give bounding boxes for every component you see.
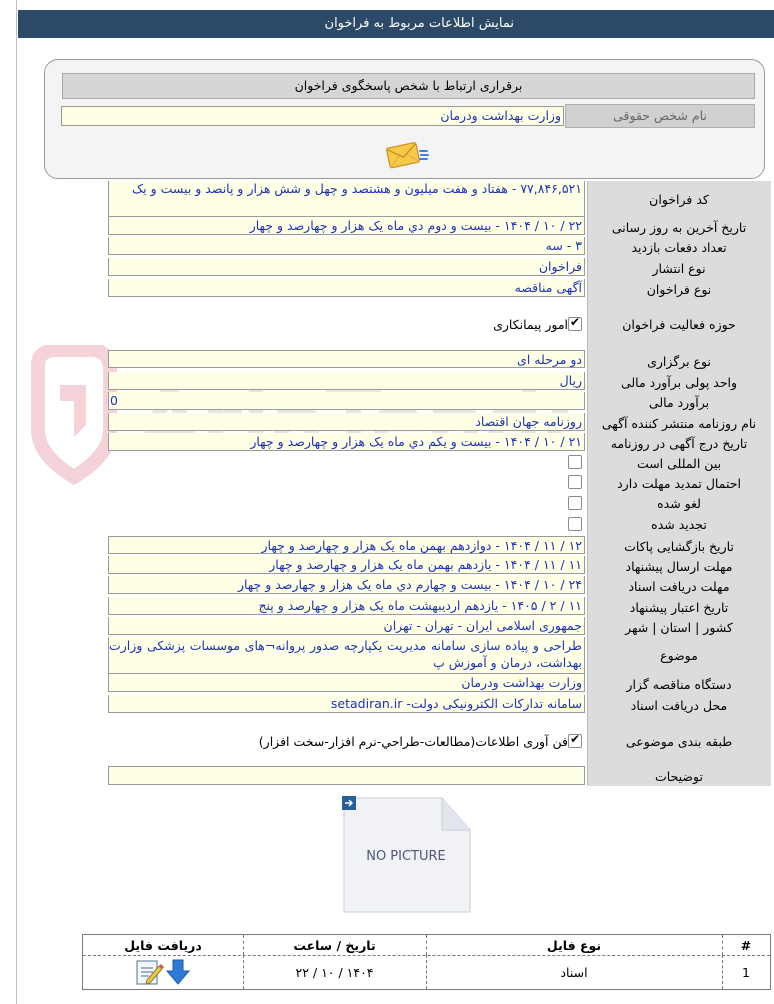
subject-value: طراحی و پیاده سازی سامانه مدیریت یکپارچه صدور پروانه¬های موسسات پزشکی وزارت بهداشت، درمان و آموزش پ [108, 637, 585, 674]
download-arrow-icon[interactable] [167, 960, 189, 984]
field-row-international [0, 453, 774, 473]
field-row-proposal-deadline [0, 556, 774, 576]
document-place-value: سامانه تدارکات الکترونیکی دولت- setadiran.ir [108, 695, 585, 713]
field-row-call-type [0, 279, 774, 299]
field-row-renewed [0, 514, 774, 535]
contact-responsible-button[interactable]: برقراری ارتباط با شخص پاسخگوی فراخوان [62, 73, 755, 99]
file-type: اسناد [560, 964, 588, 980]
extension-checkbox[interactable] [568, 475, 582, 489]
cancelled-label: لغو شده [657, 496, 701, 511]
legal-person-label: نام شخص حقوقی [565, 104, 755, 128]
file-index: 1 [742, 964, 750, 980]
subject-label: موضوع [660, 648, 698, 663]
renewed-label: تجدید شده [651, 517, 707, 532]
call-code-value: ۷۷,۸۴۶,۵۲۱ - هفتاد و هفت میلیون و هشتصد و چهل و شش هزار و پانصد و بیست و یک [108, 181, 585, 217]
last-update-value: ۲۲ / ۱۰ / ۱۴۰۴ - بیست و دوم دي ماه یک هزار و چهارصد و چهار [108, 217, 585, 235]
edit-document-icon[interactable] [137, 961, 164, 984]
file-date: ۲۲ / ۱۰ / ۱۴۰۴ [295, 964, 374, 980]
currency-label: واحد پولی برآورد مالی [620, 374, 738, 390]
no-picture-text: NO PICTURE [366, 849, 446, 864]
validity-date-label: تاریخ اعتبار پیشنهاد [629, 599, 729, 615]
field-row-newspaper-date [0, 433, 774, 453]
field-row-description [0, 766, 774, 786]
field-row-validity-date [0, 597, 774, 617]
call-type-value: آگهی مناقصه [108, 279, 585, 297]
holding-type-value: دو مرحله ای [108, 350, 585, 368]
opening-date-label: تاریخ بازگشایی پاکات [624, 538, 734, 554]
publish-type-value: فراخوان [108, 258, 585, 276]
field-row-category [0, 718, 774, 764]
field-row-extension [0, 473, 774, 493]
field-row-publish-type [0, 258, 774, 278]
header-date: تاریخ / ساعت [293, 937, 376, 953]
currency-value: ریال [108, 372, 585, 390]
category-option: فن آوری اطلاعات(مطالعات-طراحي-نرم افزار-سخت افزار) [258, 734, 568, 749]
field-row-document-place [0, 695, 774, 715]
header-download: دریافت فایل [124, 937, 202, 953]
renewed-checkbox[interactable] [568, 517, 582, 531]
activity-field-checkbox[interactable] [568, 317, 582, 331]
field-row-code [0, 181, 774, 217]
visits-label: تعداد دفعات بازدید [631, 239, 727, 255]
visits-value: ۳ - سه [108, 237, 585, 255]
no-picture-image [338, 792, 476, 918]
page-header [18, 10, 774, 38]
estimate-label: برآورد مالی [648, 395, 710, 410]
download-cell [83, 955, 243, 989]
newspaper-date-label: تاریخ درج آگهی در روزنامه [610, 435, 748, 451]
validity-date-value: ۱۱ / ۲ / ۱۴۰۵ - یازدهم اردیبهشت ماه یک هزار و چهارصد و پنج [108, 597, 585, 615]
field-row-newspaper [0, 413, 774, 433]
proposal-deadline-label: مهلت ارسال پیشنهاد [625, 558, 733, 574]
field-row-visits [0, 237, 774, 257]
document-place-label: محل دریافت اسناد [630, 697, 728, 713]
holding-type-label: نوع برگزاری [647, 353, 711, 369]
files-table [82, 934, 771, 990]
estimate-value: 0 [108, 392, 585, 410]
field-row-document-deadline [0, 576, 774, 597]
activity-field-option: امور پیمانکاری [493, 317, 568, 332]
header-index: # [740, 937, 752, 953]
last-update-label: تاریخ آخرین به روز رسانی [611, 219, 747, 235]
field-row-subject [0, 637, 774, 674]
proposal-deadline-value: ۱۱ / ۱۱ / ۱۴۰۴ - یازدهم بهمن ماه یک هزار و چهارصد و چهار [108, 556, 585, 574]
category-checkbox[interactable] [568, 734, 582, 748]
extension-label: احتمال تمدید مهلت دارد [617, 475, 741, 491]
call-type-label: نوع فراخوان [646, 281, 712, 297]
field-row-activity-field [0, 300, 774, 348]
legal-person-value: وزارت بهداشت ودرمان [61, 106, 564, 126]
field-row-estimate [0, 392, 774, 413]
newspaper-label: نام روزنامه منتشر کننده آگهی [601, 415, 757, 431]
mail-icon[interactable] [384, 138, 430, 172]
field-row-cancelled [0, 493, 774, 514]
description-value [108, 766, 585, 785]
call-code-label: کد فراخوان [649, 191, 709, 207]
organizer-label: دستگاه مناقصه گزار [626, 677, 732, 692]
international-label: بین المللی است [636, 455, 722, 471]
organizer-value: وزارت بهداشت ودرمان [108, 674, 585, 692]
table-row [83, 955, 770, 989]
document-deadline-value: ۲۴ / ۱۰ / ۱۴۰۴ - بیست و چهارم دي ماه یک هزار و چهارصد و چهار [108, 576, 585, 594]
cancelled-checkbox[interactable] [568, 496, 582, 510]
activity-field-label: حوزه فعالیت فراخوان [622, 316, 736, 332]
location-label: کشور | استان | شهر [625, 619, 733, 635]
category-label: طبقه بندی موضوعی [625, 733, 733, 749]
document-deadline-label: مهلت دریافت اسناد [628, 579, 730, 594]
opening-date-value: ۱۲ / ۱۱ / ۱۴۰۴ - دوازدهم بهمن ماه یک هزار و چهارصد و چهار [108, 536, 585, 554]
field-row-opening-date [0, 536, 774, 556]
field-row-holding-type [0, 350, 774, 372]
files-table-header [83, 935, 770, 956]
field-row-location [0, 617, 774, 637]
publish-type-label: نوع انتشار [652, 260, 706, 276]
newspaper-date-value: ۲۱ / ۱۰ / ۱۴۰۴ - بیست و یکم دي ماه یک هزار و چهارصد و چهار [108, 433, 585, 451]
download-actions [135, 958, 191, 986]
location-value: جمهوری اسلامی ایران - تهران - تهران [108, 617, 585, 635]
field-row-organizer [0, 674, 774, 695]
page-title: نمایش اطلاعات مربوط به فراخوان [324, 16, 514, 31]
field-row-last-update [0, 217, 774, 237]
description-label: توضیحات [655, 768, 703, 784]
international-checkbox[interactable] [568, 455, 582, 469]
newspaper-value: روزنامه جهان اقتصاد [108, 413, 585, 431]
field-row-currency [0, 372, 774, 392]
header-type: نوع فایل [546, 937, 602, 953]
